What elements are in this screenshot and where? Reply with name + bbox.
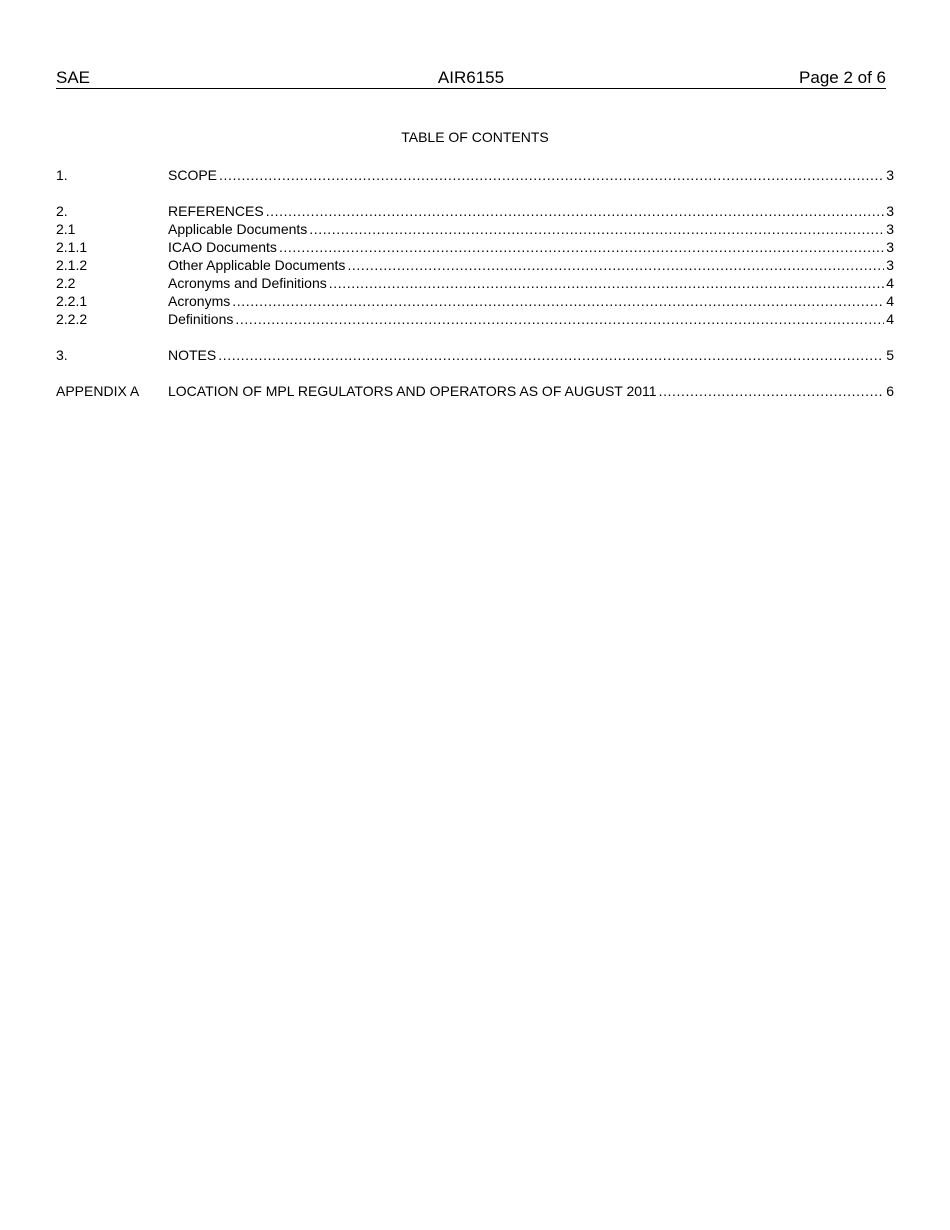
toc-entry-title[interactable]: Definitions [168,311,234,327]
toc-entry-title[interactable]: Applicable Documents [168,221,308,237]
toc-dot-leader [232,292,884,310]
toc-entry-other-applicable-documents[interactable] [56,256,894,274]
toc-dot-leader [659,382,885,400]
toc-dot-leader [329,274,884,292]
toc-dot-leader [309,220,884,238]
toc-entry-number: 2. [56,203,68,219]
toc-entry-page: 4 [886,311,894,327]
toc-dot-leader [266,202,885,220]
toc-entry-title[interactable]: REFERENCES [168,203,264,219]
toc-entry-page: 4 [886,275,894,291]
toc-entry-number: APPENDIX A [56,383,140,399]
toc-entry-number: 2.2.2 [56,311,88,327]
toc-entry-number: 1. [56,167,68,183]
page-header [56,68,886,89]
toc-entry-scope[interactable] [56,166,894,184]
toc-entry-number: 2.1.1 [56,239,88,255]
header-page-number: Page 2 of 6 [799,68,886,87]
toc-entry-number: 2.1.2 [56,257,88,273]
toc-entry-page: 3 [886,257,894,273]
toc-dot-leader [218,346,884,364]
toc-entry-title[interactable]: Acronyms [168,293,231,309]
toc-entry-notes[interactable] [56,346,894,364]
toc-entry-number: 3. [56,347,68,363]
toc-entry-page: 3 [886,167,894,183]
toc-entry-page: 3 [886,239,894,255]
toc-dot-leader [219,166,884,184]
toc-title: TABLE OF CONTENTS [401,129,549,145]
toc-entry-title[interactable]: ICAO Documents [168,239,277,255]
toc-entry-page: 3 [886,221,894,237]
toc-entry-definitions[interactable] [56,310,894,328]
toc-entry-title[interactable]: NOTES [168,347,217,363]
header-organization: SAE [56,68,91,87]
toc-entry-number: 2.2.1 [56,293,88,309]
toc-entry-page: 6 [886,383,894,399]
toc-dot-leader [235,310,884,328]
toc-entry-number: 2.2 [56,275,76,291]
toc-entry-acronyms-and-definitions[interactable] [56,274,894,292]
toc-entry-number: 2.1 [56,221,76,237]
toc-entry-title[interactable]: LOCATION OF MPL REGULATORS AND OPERATORS AS OF AUGUST 2011 [168,383,657,399]
toc-entry-page: 4 [886,293,894,309]
toc-entry-page: 5 [886,347,894,363]
toc-entry-icao-documents[interactable] [56,238,894,256]
table-of-contents [56,166,894,400]
toc-entry-references[interactable] [56,202,894,220]
toc-entry-appendix-a[interactable] [56,382,894,400]
toc-entry-title[interactable]: Acronyms and Definitions [168,275,327,291]
toc-entry-applicable-documents[interactable] [56,220,894,238]
toc-dot-leader [279,238,884,256]
toc-dot-leader [347,256,884,274]
toc-entry-title[interactable]: SCOPE [168,167,218,183]
toc-entry-page: 3 [886,203,894,219]
toc-entry-acronyms[interactable] [56,292,894,310]
toc-entry-title[interactable]: Other Applicable Documents [168,257,346,273]
header-document-number: AIR6155 [437,68,505,87]
